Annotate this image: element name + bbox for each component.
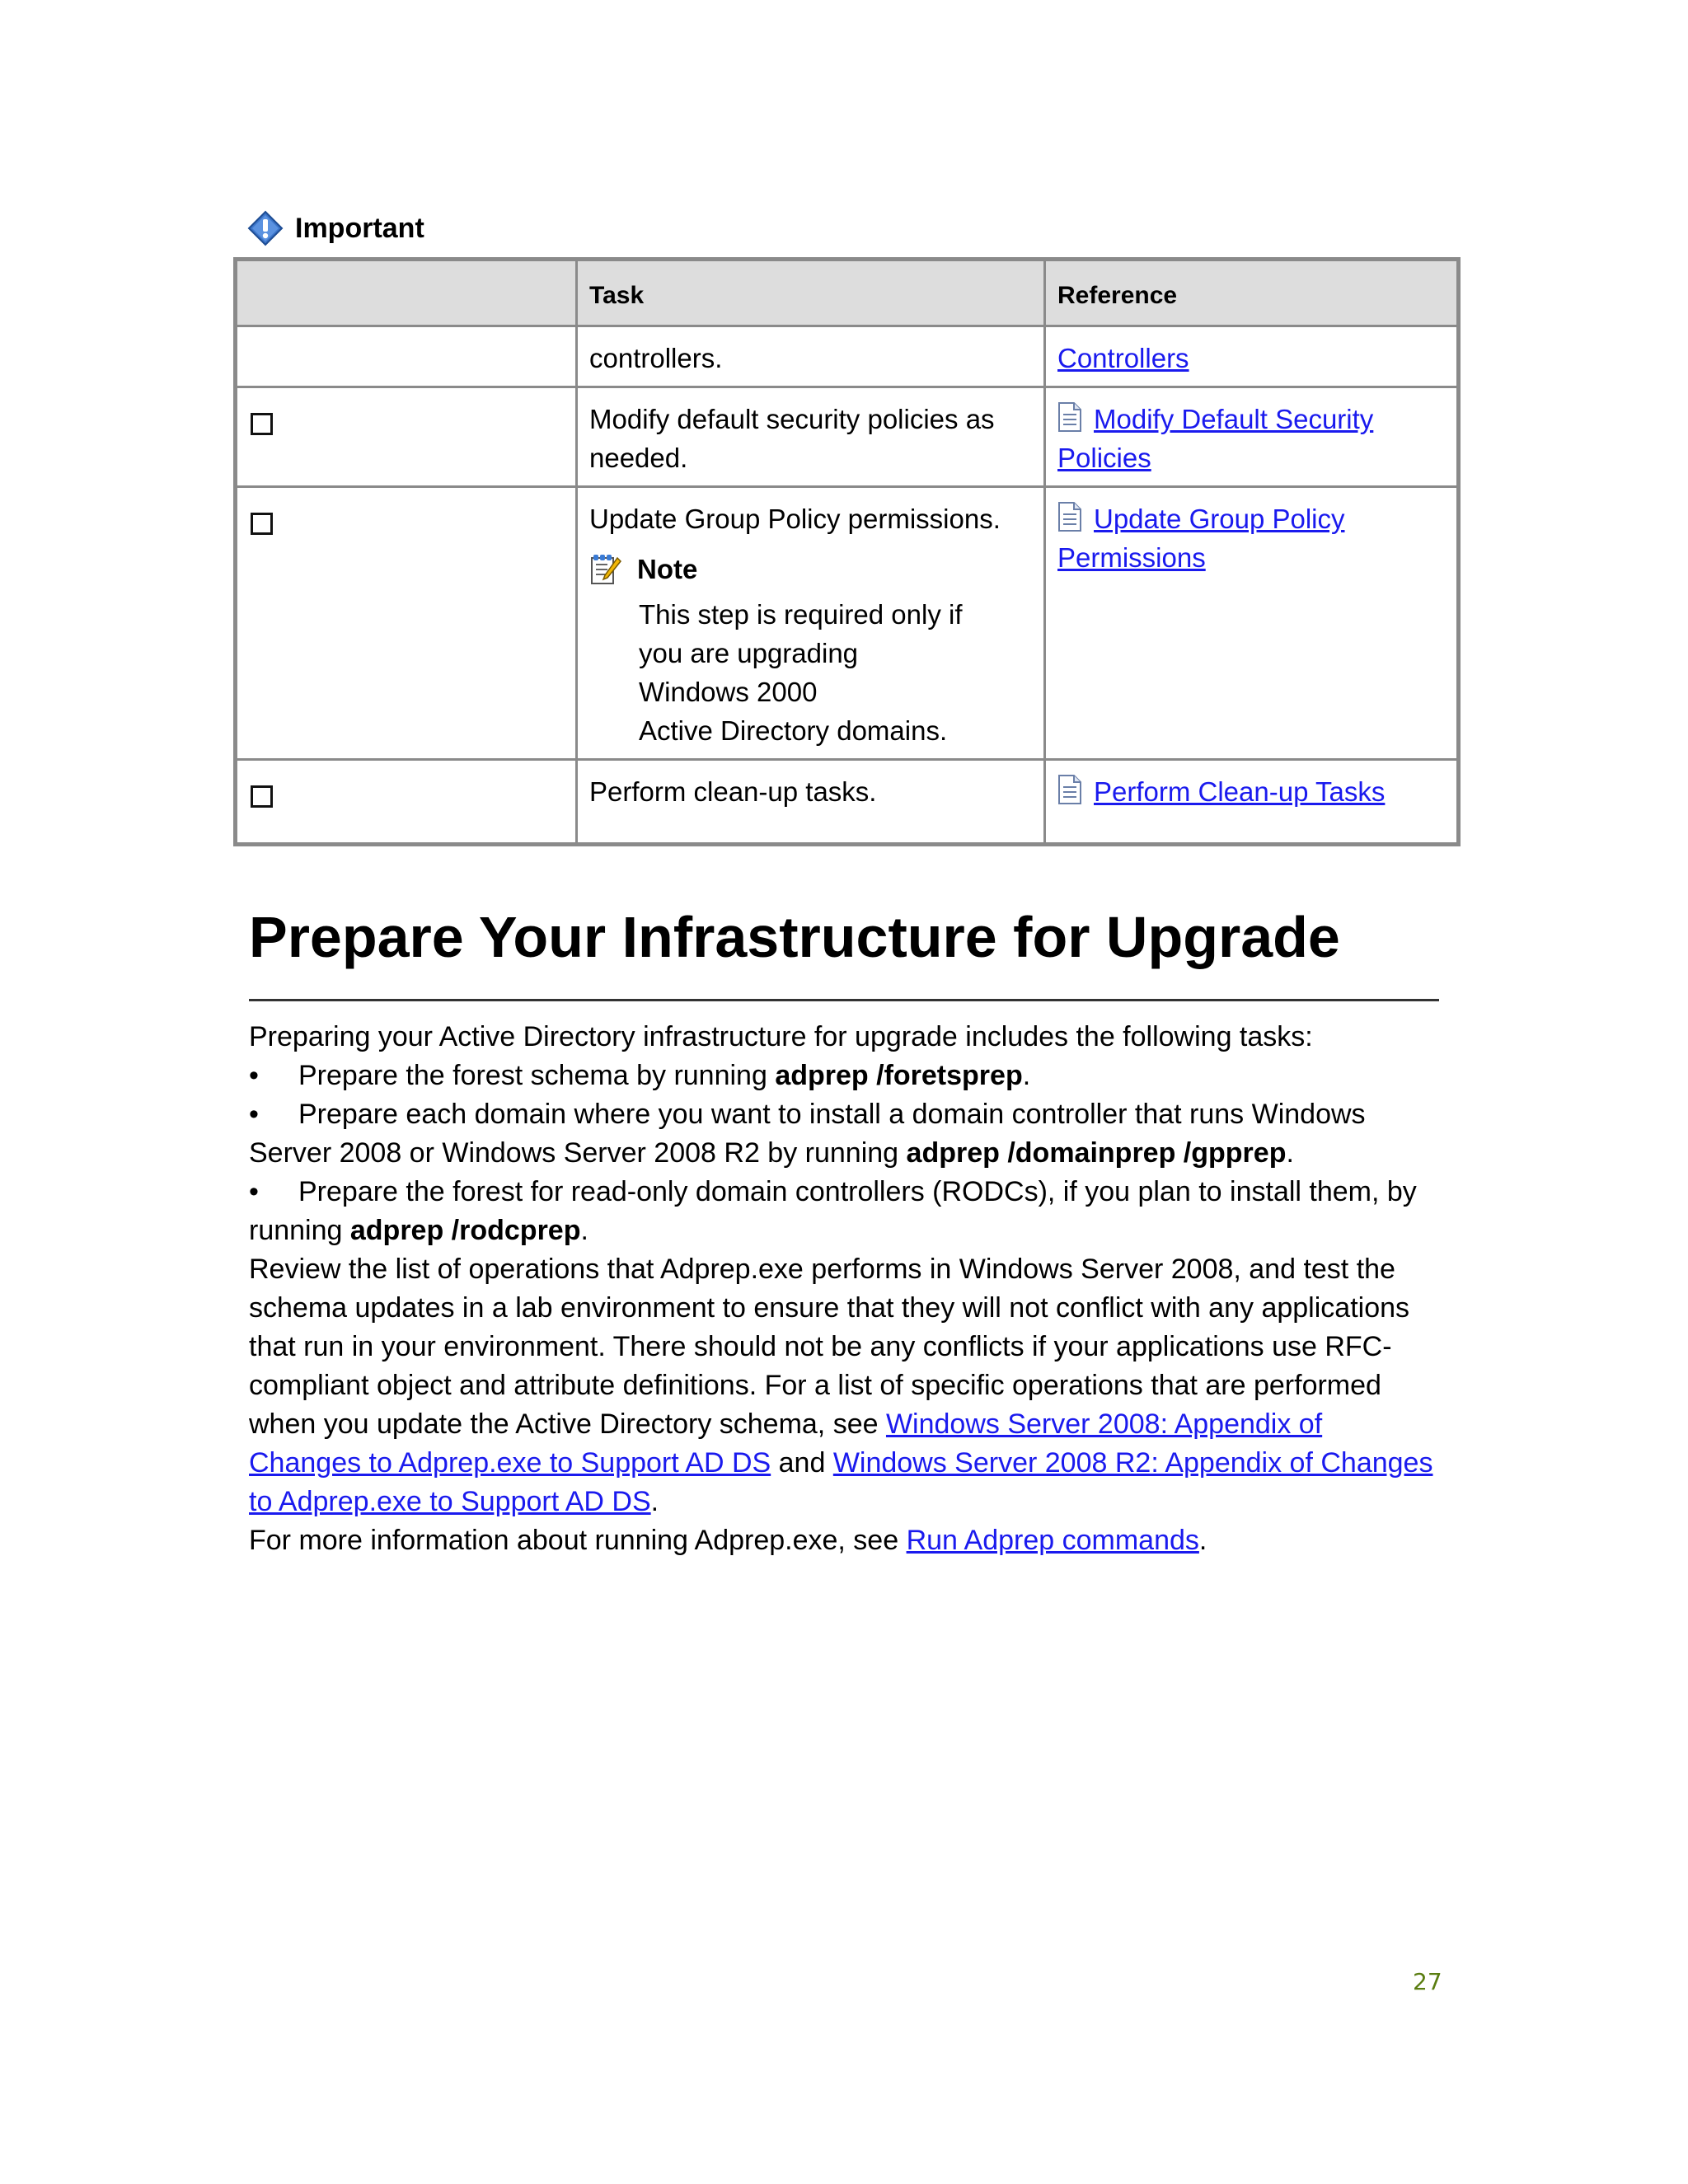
reference-link[interactable]: Update Group Policy Permissions <box>1057 504 1345 573</box>
reference-link[interactable]: Perform Clean-up Tasks <box>1094 776 1386 807</box>
appendix-2008-link[interactable]: Windows Server 2008: Appendix of Changes to Adprep.exe to Support AD DS <box>249 1408 1323 1479</box>
note-heading <box>589 550 1032 588</box>
appendix-2008r2-link[interactable]: Windows Server 2008 R2: Appendix of Changes to Adprep.exe to Support AD DS <box>249 1447 1433 1517</box>
row-reference <box>1045 326 1459 387</box>
page-number: 27 <box>1413 1968 1442 1995</box>
document-icon <box>1057 775 1082 804</box>
bullet-marker: • <box>249 1099 259 1130</box>
table-row <box>236 387 1459 487</box>
row-reference <box>1045 487 1459 760</box>
bullet-item <box>249 1173 1436 1250</box>
bullet-text: Prepare each domain where you want to install a domain controller that runs Windows Server 2008 or Windows Server 2008 R2 by running <box>249 1099 1366 1169</box>
row-task: controllers. <box>577 326 1045 387</box>
note-body <box>589 595 1032 750</box>
row-checkbox-cell <box>236 326 577 387</box>
review-and: and <box>771 1447 833 1479</box>
note-label: Note <box>637 554 698 584</box>
table-row <box>236 326 1459 387</box>
note-line: Active Directory domains. <box>639 715 948 746</box>
command-text: adprep /domainprep /gpprep <box>906 1137 1287 1169</box>
note-icon <box>589 553 622 586</box>
bullet-marker: • <box>249 1176 259 1207</box>
task-checkbox[interactable] <box>251 513 273 535</box>
task-checkbox[interactable] <box>251 785 273 808</box>
row-task: Perform clean-up tasks. <box>577 760 1045 845</box>
row-checkbox-cell <box>236 760 577 845</box>
more-text: For more information about running Adprep.exe, see <box>249 1525 907 1556</box>
review-text: Review the list of operations that Adprep.exe performs in Windows Server 2008, and test the schema updates in a lab environment to ensure that they will not conflict with any applications that run in your environment. There should not be any conflicts if your applications use RFC-compliant object and attribute definitions. For a list of specific operations that are performed when you update the Active Directory schema, see <box>249 1254 1410 1440</box>
important-callout <box>247 210 424 246</box>
row-checkbox-cell <box>236 487 577 760</box>
section-title: Prepare Your Infrastructure for Upgrade <box>249 905 1340 969</box>
note-line: you are upgrading <box>639 638 859 668</box>
row-task: Update Group Policy permissions. <box>589 504 1001 534</box>
run-adprep-link[interactable]: Run Adprep commands <box>906 1525 1199 1556</box>
row-task: Modify default security policies as needed. <box>577 387 1045 487</box>
bullet-punct: . <box>1022 1060 1031 1091</box>
command-text: adprep /rodcprep <box>349 1215 581 1246</box>
more-end: . <box>1198 1525 1207 1556</box>
bullet-item <box>249 1057 1436 1095</box>
note-line: This step is required only if <box>639 599 963 630</box>
intro-paragraph: Preparing your Active Directory infrastructure for upgrade includes the following tasks: <box>249 1021 1313 1052</box>
header-task: Task <box>577 260 1045 326</box>
bullet-text: Prepare the forest schema by running <box>298 1060 776 1091</box>
table-row <box>236 760 1459 845</box>
table-row <box>236 487 1459 760</box>
row-reference <box>1045 387 1459 487</box>
bullet-item <box>249 1095 1436 1173</box>
table-header-row <box>236 260 1459 326</box>
document-icon <box>1057 502 1082 532</box>
task-table <box>233 257 1461 846</box>
row-reference <box>1045 760 1459 845</box>
row-checkbox-cell <box>236 387 577 487</box>
title-divider <box>249 999 1439 1001</box>
header-checkbox-col <box>236 260 577 326</box>
section-body <box>249 1018 1436 1560</box>
review-end: . <box>650 1486 659 1517</box>
header-reference: Reference <box>1045 260 1459 326</box>
row-task-with-note <box>577 487 1045 760</box>
note-line: Windows 2000 <box>639 677 818 707</box>
reference-link[interactable]: Controllers <box>1057 343 1189 373</box>
important-icon <box>247 210 284 246</box>
review-paragraph <box>249 1250 1436 1521</box>
bullet-punct: . <box>1286 1137 1294 1169</box>
bullet-punct: . <box>580 1215 588 1246</box>
more-info-paragraph <box>249 1521 1436 1560</box>
bullet-marker: • <box>249 1060 259 1091</box>
task-checkbox[interactable] <box>251 413 273 435</box>
command-text: adprep /foretsprep <box>775 1060 1023 1091</box>
document-icon <box>1057 402 1082 432</box>
bullet-text: Prepare the forest for read-only domain controllers (RODCs), if you plan to install them, by running <box>249 1176 1417 1246</box>
reference-link[interactable]: Modify Default Security Policies <box>1057 404 1374 473</box>
important-label: Important <box>295 212 424 244</box>
